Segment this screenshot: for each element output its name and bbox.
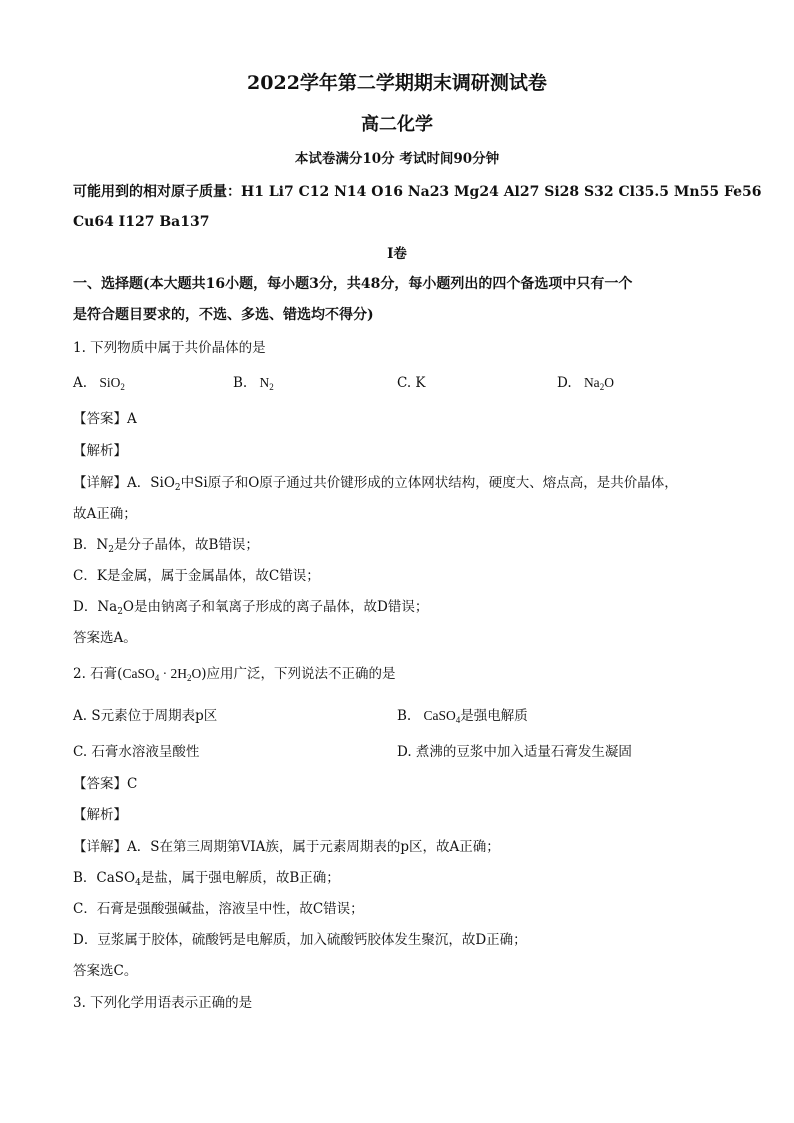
exam-title: 2022学年第二学期期末调研测试卷 [247, 72, 547, 94]
question-1-stem: 1. 下列物质中属于共价晶体的是 [73, 340, 266, 356]
q1-detail-b-post: 是分子晶体，故B错误； [113, 537, 259, 553]
q2-option-c: C. 石膏水溶液呈酸性 [73, 744, 200, 760]
q1-option-d-formula: Na [583, 375, 600, 390]
q2-detail-d: D．豆浆属于胶体，硫酸钙是电解质，加入硫酸钙胶体发生聚沉，故D正确； [73, 932, 527, 948]
q1-option-b-sub: 2 [269, 382, 274, 392]
q1-analysis-label: 【解析】 [73, 443, 127, 459]
atomic-mass-line-2: Cu64 I127 Ba137 [73, 214, 210, 230]
q2-detail-c: C．石膏是强酸强碱盐，溶液呈中性，故C错误； [73, 901, 364, 917]
subject-title: 高二化学 [361, 114, 433, 135]
q2-detail-b [73, 869, 340, 887]
q1-option-c: C. K [397, 375, 426, 391]
q2-stem-formula-1: CaSO [122, 666, 155, 681]
q1-option-d-label: D. [557, 375, 572, 391]
q2-option-b-post: 是强电解质 [460, 708, 528, 724]
q1-option-b-formula: N [259, 375, 270, 390]
q1-option-a [73, 374, 125, 392]
q1-detail-a-cont: 故A正确； [73, 506, 137, 522]
q1-option-d-sub: 2 [599, 382, 605, 392]
q1-option-b-label: B. [233, 375, 248, 391]
atomic-mass-line-1: 可能用到的相对原子质量：H1 Li7 C12 N14 O16 Na23 Mg24 Al27 Si28 S32 Cl35.5 Mn55 Fe56 [73, 184, 762, 200]
q2-stem-post: )应用广泛，下列说法不正确的是 [201, 666, 396, 682]
q1-option-a-label: A. [73, 375, 88, 391]
q2-option-b-formula: CaSO [423, 708, 456, 723]
q2-stem-formula-2-sub: 2 [186, 673, 192, 683]
q2-option-d: D. 煮沸的豆浆中加入适量石膏发生凝固 [397, 744, 632, 760]
q1-conclusion: 答案选A。 [73, 630, 137, 646]
section-instruction-2: 是符合题目要求的，不选、多选、错选均不得分) [73, 307, 374, 323]
q1-detail-a [73, 474, 678, 492]
q1-detail-d [73, 598, 428, 616]
q2-option-a: A. S元素位于周期表p区 [73, 708, 218, 724]
q1-detail-b-pre: B．N [73, 537, 109, 553]
q2-analysis-label: 【解析】 [73, 807, 127, 823]
volume-label: I卷 [387, 246, 407, 262]
q2-stem-formula-1-sub: 4 [154, 673, 160, 683]
q1-detail-a-sub: 2 [174, 483, 181, 493]
q2-option-b [397, 707, 528, 725]
q1-detail-b [73, 536, 259, 554]
exam-info: 本试卷满分10分 考试时间90分钟 [294, 151, 500, 167]
q2-option-b-sub: 4 [455, 715, 461, 725]
q1-option-d-formula-post: O [604, 375, 614, 390]
q2-option-b-label: B. [397, 708, 412, 724]
q2-detail-a: 【详解】A．S在第三周期第VIA族，属于元素周期表的p区，故A正确； [73, 839, 500, 855]
q2-stem-formula-2-post: O [191, 666, 202, 681]
q2-stem-pre: 2. 石膏( [73, 666, 123, 682]
q1-option-d [557, 374, 614, 392]
q2-detail-b-pre: B．CaSO [73, 870, 136, 886]
q2-stem-dot: · 2H [159, 666, 187, 681]
q2-answer: 【答案】C [73, 776, 138, 792]
q1-detail-d-post: O是由钠离子和氧离子形成的离子晶体，故D错误； [122, 599, 429, 615]
question-2-stem [73, 665, 396, 683]
q1-option-a-formula: SiO [99, 375, 121, 390]
q1-detail-c: C．K是金属，属于金属晶体，故C错误； [73, 568, 320, 584]
q2-detail-b-post: 是盐，属于强电解质，故B正确； [140, 870, 340, 886]
q1-detail-d-sub: 2 [117, 607, 123, 617]
section-instruction-1: 一、选择题(本大题共16小题，每小题3分，共48分，每小题列出的四个备选项中只有一个 [73, 276, 633, 292]
q1-answer: 【答案】A [73, 411, 137, 427]
q2-conclusion: 答案选C。 [73, 963, 138, 979]
q1-option-a-sub: 2 [120, 382, 125, 392]
question-3-stem: 3. 下列化学用语表示正确的是 [73, 995, 253, 1011]
q1-detail-b-sub: 2 [108, 545, 114, 555]
q1-detail-a-post: 中Si原子和O原子通过共价键形成的立体网状结构，硬度大、熔点高，是共价晶体， [180, 475, 678, 491]
q1-option-b [233, 374, 274, 392]
q2-detail-b-sub: 4 [135, 878, 141, 888]
q1-detail-d-pre: D．Na [73, 599, 118, 615]
q1-detail-a-pre: 【详解】A．SiO [73, 475, 175, 491]
